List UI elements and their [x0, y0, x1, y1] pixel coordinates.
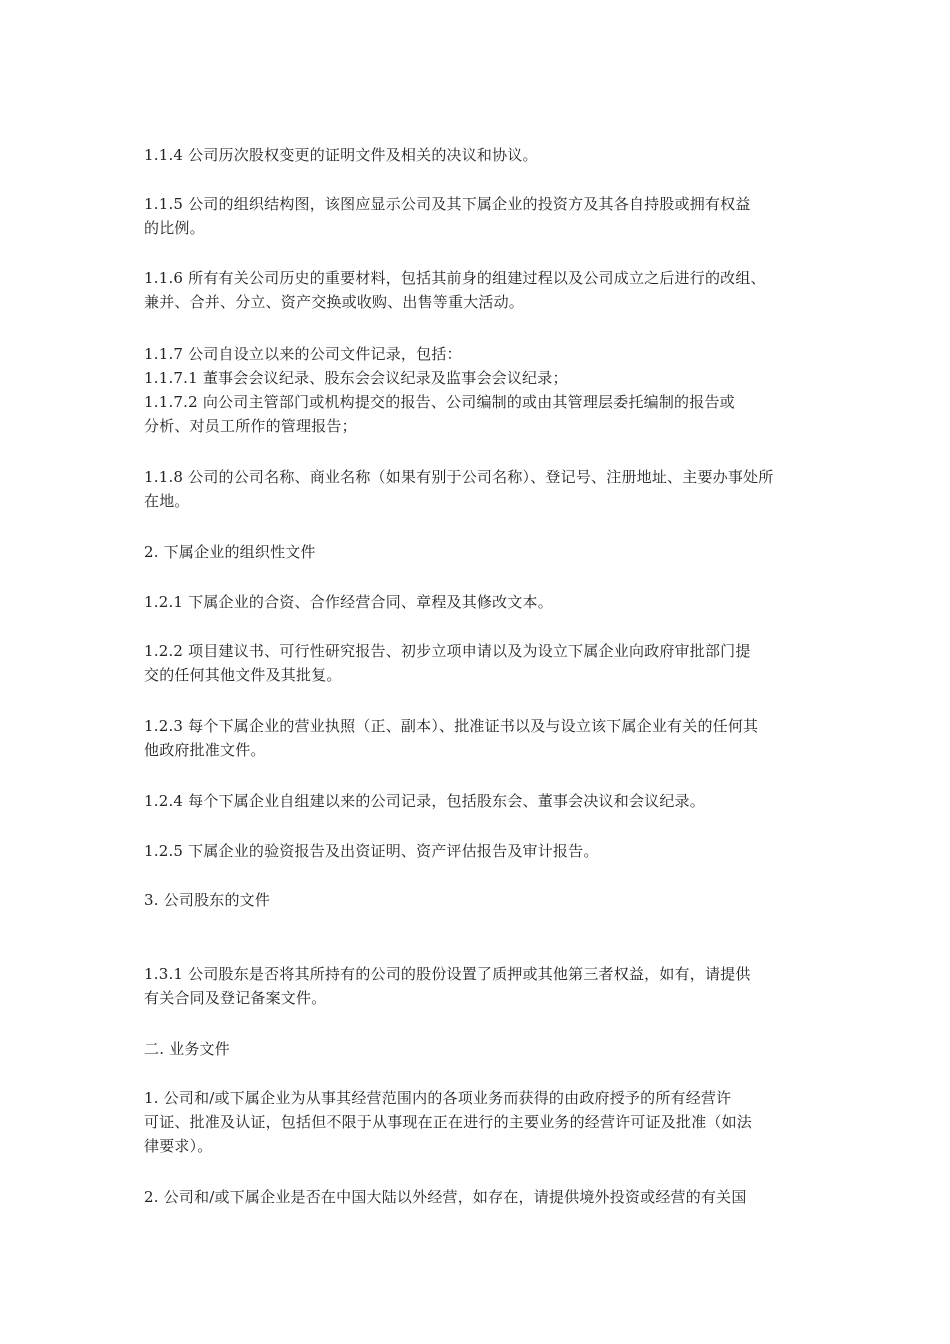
- text-line: 1.2.3 每个下属企业的营业执照（正、副本）、批准证书以及与设立该下属企业有关的任何其: [144, 717, 759, 735]
- section-heading-business-documents: [144, 1037, 824, 1061]
- text-line: 1.2.4 每个下属企业自组建以来的公司记录，包括股东会、董事会决议和会议纪录。: [144, 792, 705, 810]
- paragraph-1-1-6: [144, 266, 824, 314]
- text-line: 1.1.6 所有有关公司历史的重要材料，包括其前身的组建过程以及公司成立之后进行的改组、: [144, 269, 766, 287]
- text-line: 1.1.8 公司的公司名称、商业名称（如果有别于公司名称）、登记号、注册地址、主要办事处所: [144, 468, 774, 486]
- text-line: 1.1.4 公司历次股权变更的证明文件及相关的决议和协议。: [144, 146, 538, 164]
- text-line: 1.1.7 公司自设立以来的公司文件记录，包括：: [144, 345, 462, 363]
- paragraph-business-1: [144, 1086, 824, 1158]
- section-heading-3: [144, 888, 824, 912]
- paragraph-1-2-3: [144, 714, 824, 762]
- paragraph-1-2-2: [144, 639, 824, 687]
- text-line: 1.1.7.2 向公司主管部门或机构提交的报告、公司编制的或由其管理层委托编制的报告或: [144, 393, 735, 411]
- text-line: 兼并、合并、分立、资产交换或收购、出售等重大活动。: [144, 293, 525, 311]
- text-line: 1.1.5 公司的组织结构图，该图应显示公司及其下属企业的投资方及其各自持股或拥有权益: [144, 195, 751, 213]
- text-line: 二. 业务文件: [144, 1040, 230, 1058]
- paragraph-1-1-5: [144, 192, 824, 240]
- paragraph-1-2-1: [144, 590, 824, 614]
- text-line: 3. 公司股东的文件: [144, 891, 271, 909]
- text-line: 他政府批准文件。: [144, 741, 266, 759]
- text-line: 1.2.5 下属企业的验资报告及出资证明、资产评估报告及审计报告。: [144, 842, 599, 860]
- text-line: 1.2.1 下属企业的合资、合作经营合同、章程及其修改文本。: [144, 593, 553, 611]
- paragraph-1-1-8: [144, 465, 824, 513]
- paragraph-1-2-5: [144, 839, 824, 863]
- text-line: 1.1.7.1 董事会会议纪录、股东会会议纪录及监事会会议纪录；: [144, 369, 568, 387]
- paragraph-1-2-4: [144, 789, 824, 813]
- text-line: 分析、对员工所作的管理报告；: [144, 417, 357, 435]
- paragraph-business-2: [144, 1185, 824, 1209]
- text-line: 1. 公司和/或下属企业为从事其经营范围内的各项业务而获得的由政府授予的所有经营许: [144, 1089, 732, 1107]
- text-line: 可证、批准及认证，包括但不限于从事现在正在进行的主要业务的经营许可证及批准（如法: [144, 1113, 753, 1131]
- text-line: 2. 公司和/或下属企业是否在中国大陆以外经营，如存在，请提供境外投资或经营的有关国: [144, 1188, 747, 1206]
- text-line: 律要求）。: [144, 1137, 213, 1155]
- paragraph-1-1-4: [144, 143, 824, 167]
- text-line: 2. 下属企业的组织性文件: [144, 543, 316, 561]
- paragraph-1-3-1: [144, 962, 824, 1010]
- text-line: 有关合同及登记备案文件。: [144, 989, 327, 1007]
- text-line: 的比例。: [144, 219, 205, 237]
- section-heading-2: [144, 540, 824, 564]
- text-line: 交的任何其他文件及其批复。: [144, 666, 342, 684]
- text-line: 1.3.1 公司股东是否将其所持有的公司的股份设置了质押或其他第三者权益，如有，请提供: [144, 965, 751, 983]
- paragraph-1-1-7: [144, 342, 824, 438]
- text-line: 在地。: [144, 492, 190, 510]
- text-line: 1.2.2 项目建议书、可行性研究报告、初步立项申请以及为设立下属企业向政府审批部门提: [144, 642, 751, 660]
